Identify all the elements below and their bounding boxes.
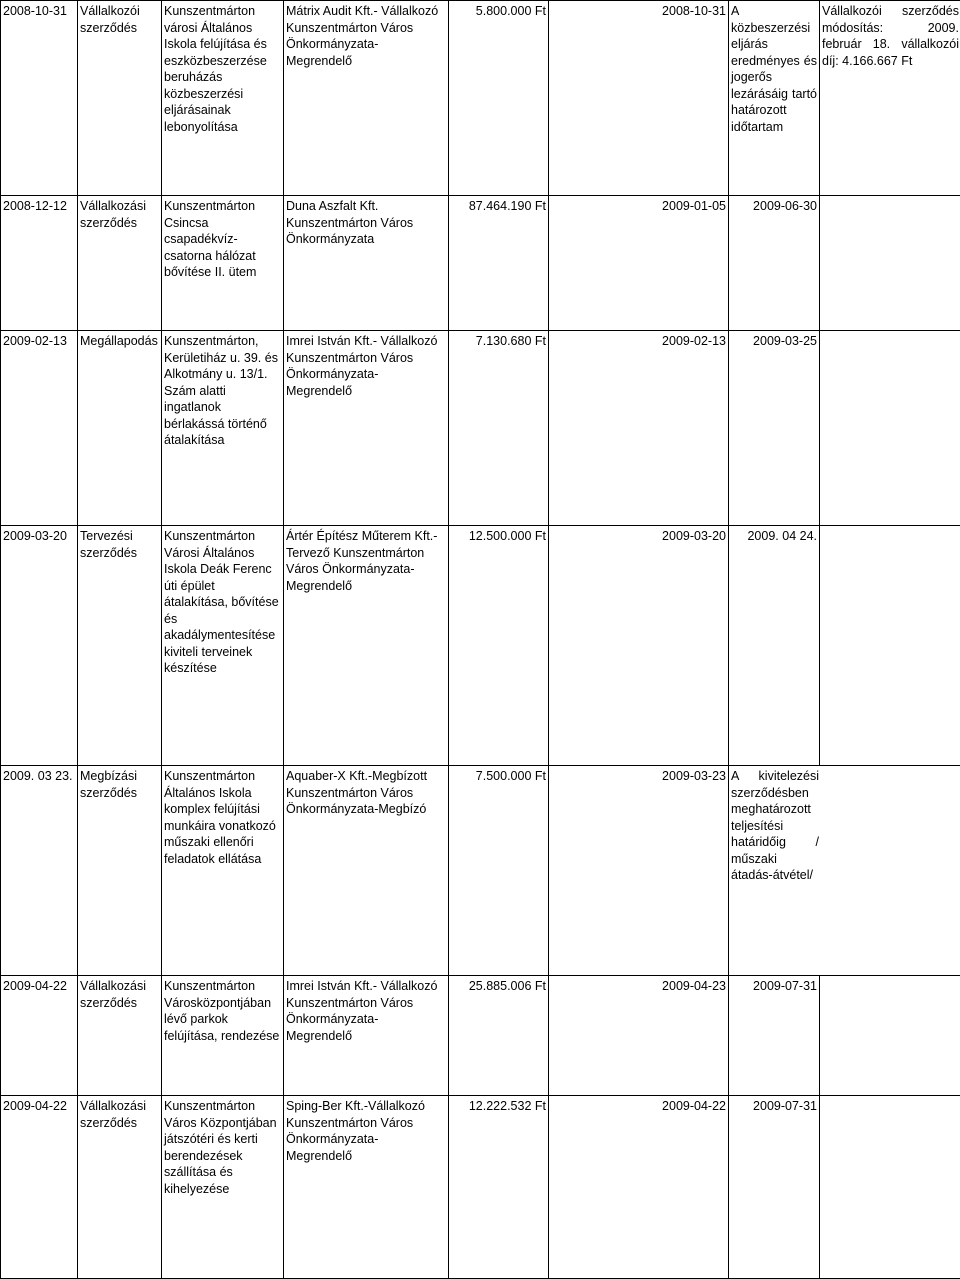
contract-subject: Kunszentmárton Általános Iskola komplex felújítási munkáira vonatkozó műszaki ellenőri feladatok ellátása xyxy=(162,766,284,976)
contract-type: Tervezési szerződés xyxy=(78,526,162,766)
contract-subject: Kunszentmárton, Kerületiház u. 39. és Alkotmány u. 13/1. Szám alatti ingatlanok bérlakássá történő átalakítása xyxy=(162,331,284,526)
contract-parties: Duna Aszfalt Kft. Kunszentmárton Város Önkormányzata xyxy=(284,196,449,331)
contract-amount: 87.464.190 Ft xyxy=(449,196,549,331)
contract-amount: 7.130.680 Ft xyxy=(449,331,549,526)
contract-date: 2008-10-31 xyxy=(1,1,78,196)
contract-type: Vállalkozási szerződés xyxy=(78,1096,162,1279)
contract-note: Vállalkozói szerződés módosítás: 2009. február 18. vállalkozói díj: 4.166.667 Ft xyxy=(820,1,960,196)
contract-note xyxy=(820,526,960,766)
contract-date: 2009-03-20 xyxy=(1,526,78,766)
contract-subject: Kunszentmárton Város Központjában játszótéri és kerti berendezések szállítása és kihelyezése xyxy=(162,1096,284,1279)
contract-amount: 12.500.000 Ft xyxy=(449,526,549,766)
contract-parties: Ártér Építész Műterem Kft.- Tervező Kunszentmárton Város Önkormányzata- Megrendelő xyxy=(284,526,449,766)
contract-subject: Kunszentmárton városi Általános Iskola felújítása és eszközbeszerzése beruházás közbeszerzési eljárásainak lebonyolítása xyxy=(162,1,284,196)
contract-type: Vállalkozási szerződés xyxy=(78,976,162,1096)
contract-end: A közbeszerzési eljárás eredményes és jogerős lezárásáig tartó határozott időtartam xyxy=(729,1,820,196)
contract-amount: 12.222.532 Ft xyxy=(449,1096,549,1279)
contract-amount: 25.885.006 Ft xyxy=(449,976,549,1096)
contract-parties: Imrei István Kft.- Vállalkozó Kunszentmárton Város Önkormányzata- Megrendelő xyxy=(284,331,449,526)
contract-date: 2009-04-22 xyxy=(1,1096,78,1279)
contract-subject: Kunszentmárton Városi Általános Iskola Deák Ferenc úti épület átalakítása, bővítése és akadálymentesítése kiviteli terveinek készítése xyxy=(162,526,284,766)
table-row xyxy=(1,196,960,331)
table-row xyxy=(1,526,960,766)
contract-parties: Imrei István Kft.- Vállalkozó Kunszentmárton Város Önkormányzata- Megrendelő xyxy=(284,976,449,1096)
contract-end: 2009-06-30 xyxy=(729,196,820,331)
contract-note xyxy=(820,196,960,331)
contract-start: 2009-01-05 xyxy=(549,196,729,331)
contract-type: Megállapodás xyxy=(78,331,162,526)
contract-start: 2009-03-20 xyxy=(549,526,729,766)
table-row xyxy=(1,766,960,976)
contract-note xyxy=(820,331,960,526)
contract-end: 2009. 04 24. xyxy=(729,526,820,766)
contract-start: 2009-04-23 xyxy=(549,976,729,1096)
contract-type: Megbízási szerződés xyxy=(78,766,162,976)
contract-end: 2009-07-31 xyxy=(729,976,820,1096)
contract-amount: 7.500.000 Ft xyxy=(449,766,549,976)
contract-date: 2008-12-12 xyxy=(1,196,78,331)
table-row xyxy=(1,1096,960,1279)
contract-start: 2009-04-22 xyxy=(549,1096,729,1279)
contract-subject: Kunszentmárton Csincsa csapadékvíz-csatorna hálózat bővítése II. ütem xyxy=(162,196,284,331)
table-row xyxy=(1,1,960,196)
contract-note xyxy=(820,976,960,1096)
contract-parties: Sping-Ber Kft.-Vállalkozó Kunszentmárton Város Önkormányzata- Megrendelő xyxy=(284,1096,449,1279)
contract-date: 2009-02-13 xyxy=(1,331,78,526)
contract-parties: Aquaber-X Kft.-Megbízott Kunszentmárton Város Önkormányzata-Megbízó xyxy=(284,766,449,976)
table-row xyxy=(1,331,960,526)
contract-type: Vállalkozói szerződés xyxy=(78,1,162,196)
contract-amount: 5.800.000 Ft xyxy=(449,1,549,196)
contract-subject: Kunszentmárton Városközpontjában lévő parkok felújítása, rendezése xyxy=(162,976,284,1096)
contract-date: 2009-04-22 xyxy=(1,976,78,1096)
contract-note xyxy=(820,1096,960,1279)
contract-start: 2008-10-31 xyxy=(549,1,729,196)
table-row xyxy=(1,976,960,1096)
contract-end: A kivitelezési szerződésben meghatározott teljesítési határidőig / műszaki átadás-átvétel/ xyxy=(729,766,960,976)
contract-end: 2009-07-31 xyxy=(729,1096,820,1279)
contract-type: Vállalkozási szerződés xyxy=(78,196,162,331)
contract-end: 2009-03-25 xyxy=(729,331,820,526)
contract-date: 2009. 03 23. xyxy=(1,766,78,976)
contract-parties: Mátrix Audit Kft.- Vállalkozó Kunszentmárton Város Önkormányzata- Megrendelő xyxy=(284,1,449,196)
contract-start: 2009-02-13 xyxy=(549,331,729,526)
contract-start: 2009-03-23 xyxy=(549,766,729,976)
